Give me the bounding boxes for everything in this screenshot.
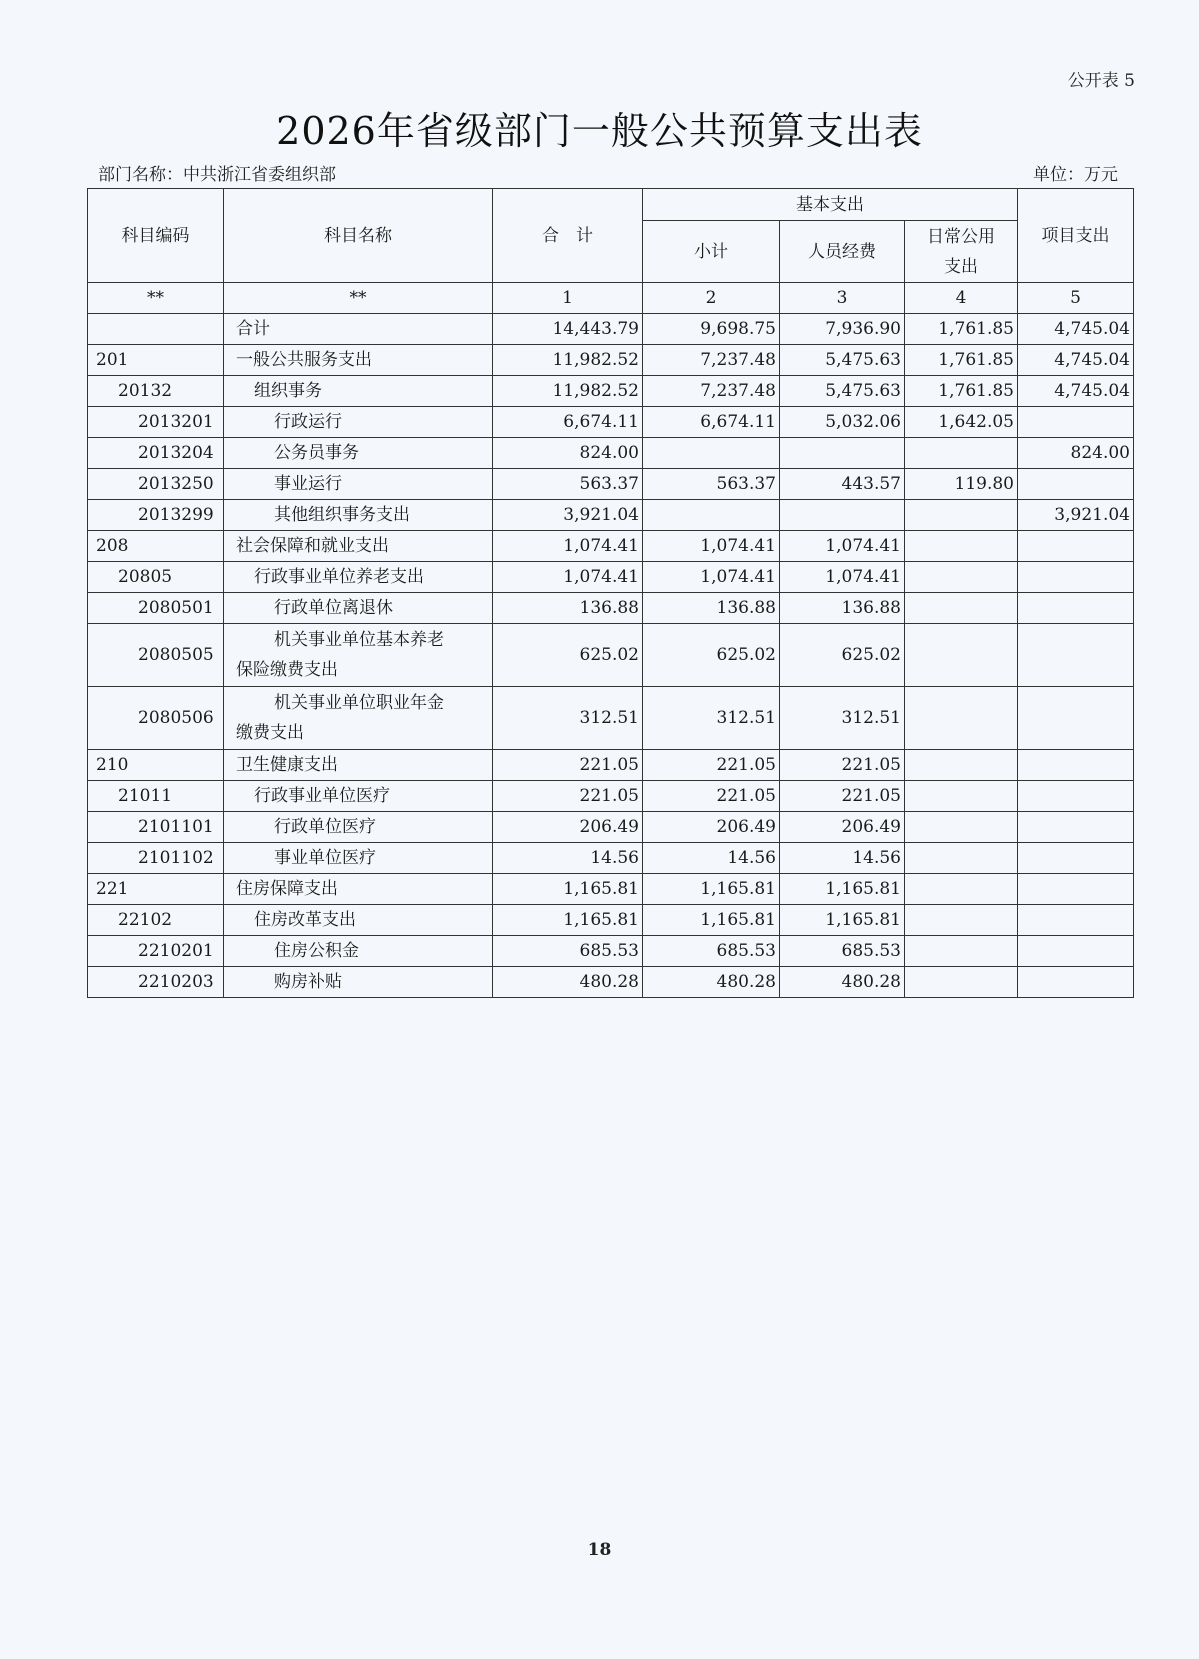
subtotal-cell: 14.56 (643, 843, 780, 874)
personnel-cell: 443.57 (780, 469, 905, 500)
project-cell (1018, 812, 1134, 843)
code-cell: 2210203 (88, 967, 224, 998)
personnel-cell (780, 500, 905, 531)
subtotal-cell: 563.37 (643, 469, 780, 500)
subtotal-cell: 6,674.11 (643, 407, 780, 438)
total-cell: 3,921.04 (493, 500, 643, 531)
table-row (88, 531, 1134, 562)
name-cell: 行政单位医疗 (224, 812, 493, 843)
table-row (88, 843, 1134, 874)
subtotal-cell (643, 500, 780, 531)
subtotal-cell: 9,698.75 (643, 314, 780, 345)
project-cell (1018, 874, 1134, 905)
total-cell: 11,982.52 (493, 345, 643, 376)
table-row (88, 874, 1134, 905)
name-line-1: 机关事业单位基本养老 (274, 630, 444, 650)
form-id-label: 公开表 5 (1067, 71, 1135, 91)
subtotal-cell: 1,165.81 (643, 874, 780, 905)
header-code: 科目编码 (88, 189, 224, 283)
subtotal-cell: 7,237.48 (643, 345, 780, 376)
table-row (88, 781, 1134, 812)
subtotal-cell: 136.88 (643, 593, 780, 624)
personnel-cell: 480.28 (780, 967, 905, 998)
code-cell: 2013204 (88, 438, 224, 469)
name-cell: 合计 (224, 314, 493, 345)
total-cell: 206.49 (493, 812, 643, 843)
header-personnel: 人员经费 (780, 221, 905, 283)
index-cell: 1 (493, 283, 643, 314)
department-label: 部门名称：中共浙江省委组织部 (98, 165, 336, 185)
total-cell: 625.02 (493, 624, 643, 687)
daily-cell: 1,761.85 (905, 376, 1018, 407)
total-cell: 1,074.41 (493, 562, 643, 593)
daily-cell (905, 438, 1018, 469)
header-daily-line2: 支出 (944, 256, 978, 277)
total-cell: 685.53 (493, 936, 643, 967)
header-subtotal: 小计 (643, 221, 780, 283)
project-cell (1018, 593, 1134, 624)
code-cell: 2210201 (88, 936, 224, 967)
total-cell: 312.51 (493, 687, 643, 750)
daily-cell (905, 687, 1018, 750)
daily-cell (905, 812, 1018, 843)
table-row (88, 376, 1134, 407)
project-cell (1018, 531, 1134, 562)
header-basic-expenditure: 基本支出 (643, 189, 1018, 221)
total-cell: 1,074.41 (493, 531, 643, 562)
personnel-cell: 1,074.41 (780, 531, 905, 562)
code-cell: 20132 (88, 376, 224, 407)
code-cell: 208 (88, 531, 224, 562)
subtotal-cell: 221.05 (643, 781, 780, 812)
daily-cell (905, 624, 1018, 687)
subtotal-cell: 685.53 (643, 936, 780, 967)
project-cell (1018, 967, 1134, 998)
table-row (88, 905, 1134, 936)
daily-cell (905, 531, 1018, 562)
daily-cell: 1,761.85 (905, 345, 1018, 376)
total-cell: 563.37 (493, 469, 643, 500)
total-cell: 1,165.81 (493, 874, 643, 905)
table-row (88, 750, 1134, 781)
daily-cell (905, 562, 1018, 593)
name-cell: 事业单位医疗 (224, 843, 493, 874)
name-cell: 住房改革支出 (224, 905, 493, 936)
code-cell: 2080506 (88, 687, 224, 750)
header-name: 科目名称 (224, 189, 493, 283)
name-cell: 行政运行 (224, 407, 493, 438)
project-cell (1018, 750, 1134, 781)
name-cell: 购房补贴 (224, 967, 493, 998)
personnel-cell: 14.56 (780, 843, 905, 874)
subtotal-cell: 625.02 (643, 624, 780, 687)
daily-cell (905, 593, 1018, 624)
table-row (88, 345, 1134, 376)
total-cell: 221.05 (493, 750, 643, 781)
name-cell: 其他组织事务支出 (224, 500, 493, 531)
code-cell: 2080501 (88, 593, 224, 624)
project-cell (1018, 843, 1134, 874)
daily-cell (905, 874, 1018, 905)
name-cell: 社会保障和就业支出 (224, 531, 493, 562)
header-daily-public (905, 221, 1018, 283)
project-cell: 3,921.04 (1018, 500, 1134, 531)
code-cell: 2101101 (88, 812, 224, 843)
code-cell: 2101102 (88, 843, 224, 874)
project-cell (1018, 905, 1134, 936)
subtotal-cell (643, 438, 780, 469)
table-row-total (88, 314, 1134, 345)
total-cell: 11,982.52 (493, 376, 643, 407)
daily-cell (905, 750, 1018, 781)
name-cell: 行政事业单位医疗 (224, 781, 493, 812)
unit-label: 单位：万元 (1033, 165, 1118, 185)
name-cell: 公务员事务 (224, 438, 493, 469)
project-cell: 4,745.04 (1018, 345, 1134, 376)
budget-expenditure-table (87, 188, 1134, 998)
page-number: 18 (587, 1540, 612, 1560)
code-cell: 2013250 (88, 469, 224, 500)
document-title: 2026年省级部门一般公共预算支出表 (276, 109, 923, 153)
daily-cell (905, 781, 1018, 812)
table-row (88, 500, 1134, 531)
code-cell: 20805 (88, 562, 224, 593)
index-cell: ** (88, 283, 224, 314)
personnel-cell: 1,165.81 (780, 905, 905, 936)
name-cell: 一般公共服务支出 (224, 345, 493, 376)
total-cell: 824.00 (493, 438, 643, 469)
table-row (88, 562, 1134, 593)
code-cell: 210 (88, 750, 224, 781)
project-cell (1018, 687, 1134, 750)
subtotal-cell: 221.05 (643, 750, 780, 781)
index-cell: ** (224, 283, 493, 314)
subtotal-cell: 1,074.41 (643, 562, 780, 593)
project-cell: 4,745.04 (1018, 314, 1134, 345)
name-cell: 住房公积金 (224, 936, 493, 967)
personnel-cell: 5,475.63 (780, 376, 905, 407)
name-cell (224, 624, 493, 687)
code-cell: 221 (88, 874, 224, 905)
personnel-cell: 136.88 (780, 593, 905, 624)
personnel-cell: 625.02 (780, 624, 905, 687)
daily-cell (905, 905, 1018, 936)
meta-row (98, 160, 1118, 185)
total-cell: 221.05 (493, 781, 643, 812)
total-cell: 14.56 (493, 843, 643, 874)
personnel-cell: 5,032.06 (780, 407, 905, 438)
daily-cell (905, 967, 1018, 998)
name-cell: 事业运行 (224, 469, 493, 500)
table-row (88, 438, 1134, 469)
daily-cell (905, 500, 1018, 531)
project-cell (1018, 936, 1134, 967)
index-cell: 5 (1018, 283, 1134, 314)
name-cell: 卫生健康支出 (224, 750, 493, 781)
project-cell (1018, 781, 1134, 812)
subtotal-cell: 206.49 (643, 812, 780, 843)
personnel-cell (780, 438, 905, 469)
daily-cell: 1,761.85 (905, 314, 1018, 345)
table-row (88, 812, 1134, 843)
name-line-2: 保险缴费支出 (236, 660, 338, 680)
table-row (88, 967, 1134, 998)
personnel-cell: 685.53 (780, 936, 905, 967)
header-total: 合 计 (493, 189, 643, 283)
subtotal-cell: 312.51 (643, 687, 780, 750)
subtotal-cell: 480.28 (643, 967, 780, 998)
table-row (88, 593, 1134, 624)
index-cell: 4 (905, 283, 1018, 314)
personnel-cell: 5,475.63 (780, 345, 905, 376)
personnel-cell: 1,165.81 (780, 874, 905, 905)
index-cell: 2 (643, 283, 780, 314)
code-cell: 2013201 (88, 407, 224, 438)
project-cell (1018, 624, 1134, 687)
name-cell: 行政事业单位养老支出 (224, 562, 493, 593)
table-row (88, 469, 1134, 500)
table-row (88, 687, 1134, 750)
code-cell (88, 314, 224, 345)
header-daily-line1: 日常公用 (927, 226, 995, 247)
total-cell: 480.28 (493, 967, 643, 998)
name-cell: 行政单位离退休 (224, 593, 493, 624)
project-cell: 824.00 (1018, 438, 1134, 469)
code-cell: 22102 (88, 905, 224, 936)
code-cell: 2080505 (88, 624, 224, 687)
project-cell (1018, 407, 1134, 438)
project-cell (1018, 469, 1134, 500)
name-line-1: 机关事业单位职业年金 (274, 693, 444, 713)
personnel-cell: 1,074.41 (780, 562, 905, 593)
personnel-cell: 206.49 (780, 812, 905, 843)
name-cell: 住房保障支出 (224, 874, 493, 905)
daily-cell (905, 843, 1018, 874)
table-row (88, 407, 1134, 438)
project-cell: 4,745.04 (1018, 376, 1134, 407)
table-row (88, 936, 1134, 967)
total-cell: 6,674.11 (493, 407, 643, 438)
name-cell: 组织事务 (224, 376, 493, 407)
header-project: 项目支出 (1018, 189, 1134, 283)
name-line-2: 缴费支出 (236, 723, 304, 743)
subtotal-cell: 7,237.48 (643, 376, 780, 407)
total-cell: 14,443.79 (493, 314, 643, 345)
subtotal-cell: 1,074.41 (643, 531, 780, 562)
table-row (88, 624, 1134, 687)
personnel-cell: 221.05 (780, 750, 905, 781)
project-cell (1018, 562, 1134, 593)
code-cell: 201 (88, 345, 224, 376)
total-cell: 1,165.81 (493, 905, 643, 936)
subtotal-cell: 1,165.81 (643, 905, 780, 936)
code-cell: 2013299 (88, 500, 224, 531)
daily-cell: 119.80 (905, 469, 1018, 500)
name-cell (224, 687, 493, 750)
index-cell: 3 (780, 283, 905, 314)
daily-cell (905, 936, 1018, 967)
personnel-cell: 312.51 (780, 687, 905, 750)
daily-cell: 1,642.05 (905, 407, 1018, 438)
total-cell: 136.88 (493, 593, 643, 624)
index-row (88, 283, 1134, 314)
personnel-cell: 7,936.90 (780, 314, 905, 345)
personnel-cell: 221.05 (780, 781, 905, 812)
code-cell: 21011 (88, 781, 224, 812)
